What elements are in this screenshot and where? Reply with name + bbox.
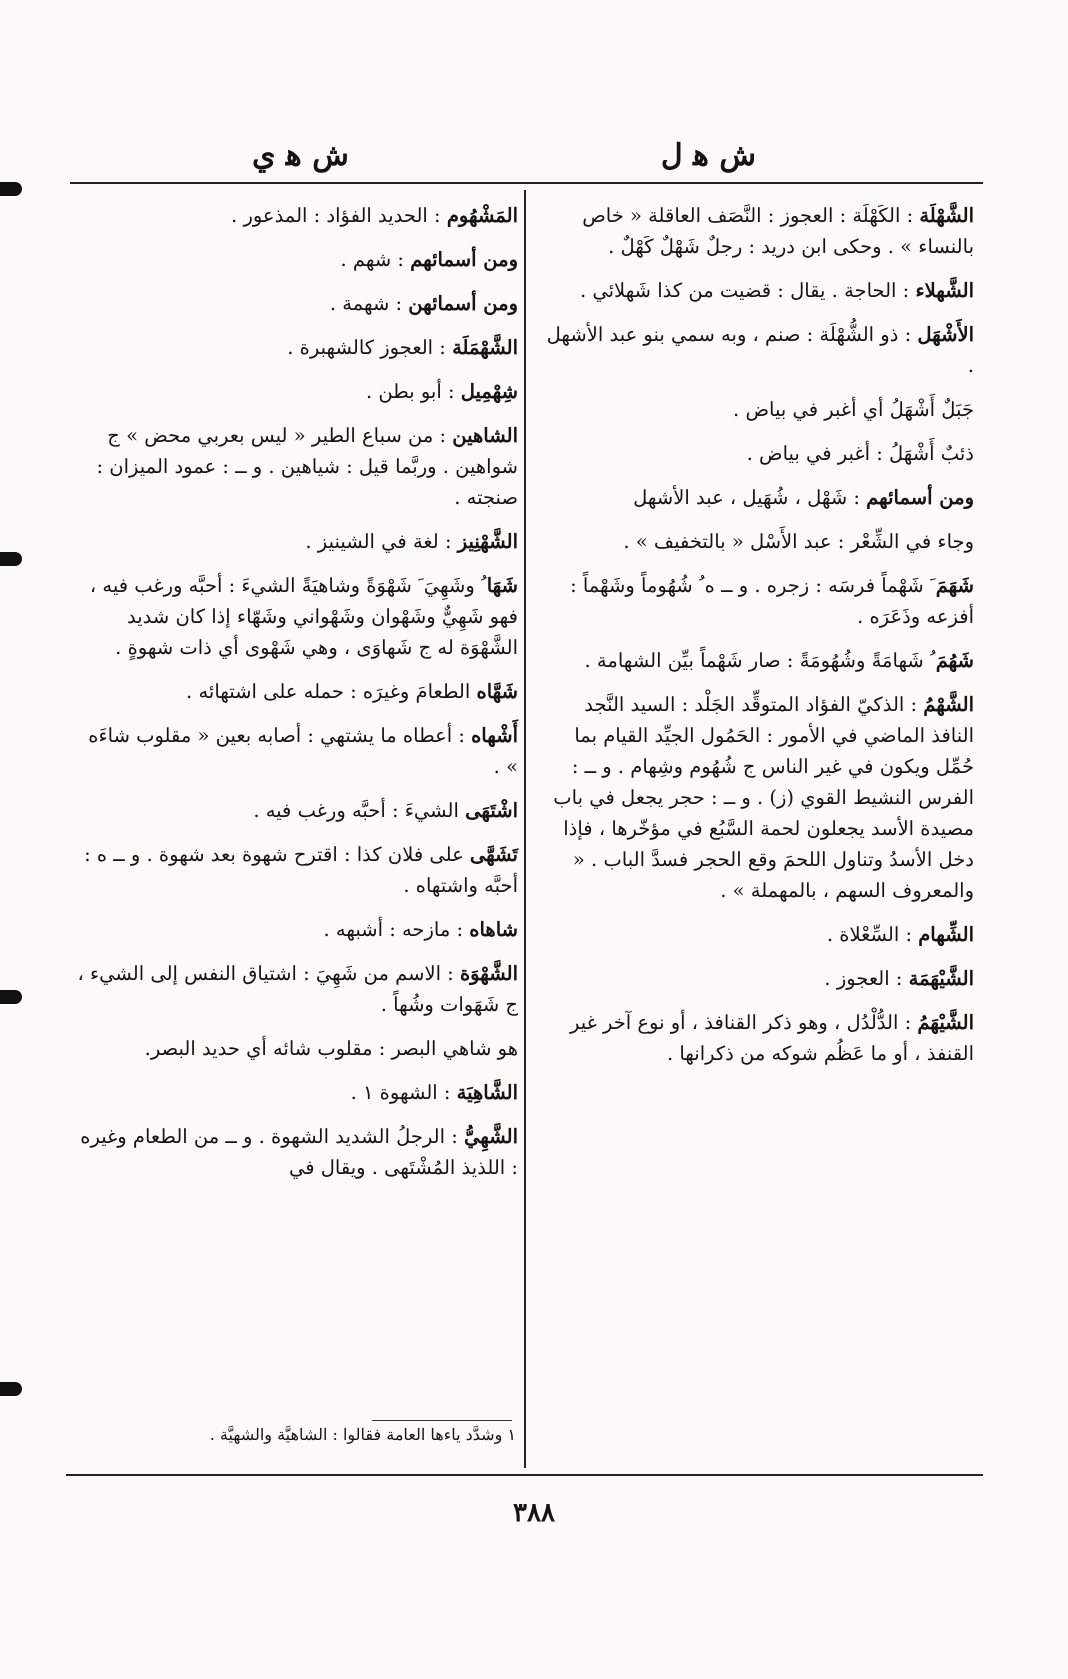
- entry-definition: : الحديد الفؤاد : المذعور .: [231, 204, 447, 227]
- entry-definition: : أعطاه ما يشتهي : أصابه بعين « مقلوب شاءَه » .: [88, 724, 518, 778]
- binding-mark: [0, 990, 22, 1004]
- entry-definition: َ شَهْماً فرسَه : زجره . و ــ ه ُ شُهُوماً وشَهْماً : أفزعه وذَعَرَه .: [570, 574, 974, 628]
- footnote-rule: [372, 1420, 512, 1421]
- entry-definition: : الدُّلْدُل ، وهو ذكر القنافذ ، أو نوع آخر غير القنفذ ، أو ما عَظُم شوكه من ذكرانها .: [569, 1011, 974, 1065]
- entry-definition: : العجوز .: [824, 967, 909, 990]
- dictionary-entry: [536, 570, 974, 632]
- dictionary-entry: [76, 288, 518, 319]
- entry-headword: اشْتَهَى: [465, 799, 518, 822]
- left-column: [76, 200, 518, 1196]
- binding-mark: [0, 182, 22, 196]
- entry-headword: الشَّهْنِيز: [457, 530, 518, 553]
- entry-definition: : شهم .: [340, 248, 411, 271]
- dictionary-entry: [536, 526, 974, 557]
- dictionary-entry: [76, 1121, 518, 1183]
- entry-definition: جَبَلٌ أَشْهَلُ أي أغبر في بياض .: [733, 398, 974, 421]
- entry-definition: ذئبٌ أَشْهَلُ : أغبر في بياض .: [746, 442, 974, 465]
- dictionary-entry: [536, 482, 974, 513]
- entry-definition: : مازحه : أشبهه .: [323, 918, 470, 941]
- dictionary-entry: [536, 275, 974, 306]
- dictionary-entry: [536, 963, 974, 994]
- entry-definition: هو شاهي البصر : مقلوب شائه أي حديد البصر.: [144, 1037, 518, 1060]
- entry-headword: شِهْمِيل: [460, 380, 518, 403]
- entry-definition: وجاء في الشِّعْر : عبد الأَسْل « بالتخفيف » .: [623, 530, 974, 553]
- right-column: [536, 200, 974, 1082]
- binding-mark: [0, 1382, 22, 1396]
- dictionary-entry: [76, 526, 518, 557]
- entry-definition: : العجوز كالشهبرة .: [287, 336, 453, 359]
- entry-definition: ُ وشَهِيَ َ شَهْوَةً وشاهيَةً الشيءَ : أحبَّه ورغب فيه ، فهو شَهِيٌّ وشَهْوان وشَهْواني وشَهّاء إذا كان شديد الشَّهْوَة له ج شَهاوَى ، وهي شَهْوى أي ذات شهوةٍ .: [89, 574, 518, 659]
- entry-headword: ومن أسمائهم: [410, 248, 518, 271]
- footer-rule: [66, 1474, 983, 1476]
- entry-headword: الشَّيْهَمُ: [917, 1011, 974, 1034]
- page-number: ٣٨٨: [513, 1498, 555, 1528]
- entry-headword: الشَّهْمَلَة: [452, 336, 518, 359]
- dictionary-entry: [536, 645, 974, 676]
- header-rule: [70, 182, 983, 184]
- dictionary-entry: [536, 319, 974, 381]
- entry-definition: ُ شَهامَةً وشُهُومَةً : صار شَهْماً بيِّن الشهامة .: [584, 649, 936, 672]
- entry-headword: ومن أسمائهن: [408, 292, 518, 315]
- dictionary-entry: [76, 200, 518, 231]
- dictionary-entry: [76, 420, 518, 513]
- entry-headword: الأَشْهَل: [917, 323, 974, 346]
- dictionary-entry: [536, 689, 974, 906]
- dictionary-entry: [536, 200, 974, 262]
- column-divider: [524, 190, 526, 1468]
- entry-headword: تَشَهَّى: [469, 843, 518, 866]
- entry-definition: : شَهْل ، شُهَيل ، عبد الأشهل: [633, 486, 867, 509]
- dictionary-entry: [536, 1007, 974, 1069]
- entry-headword: المَشْهُوم: [446, 204, 518, 227]
- entry-definition: : الحاجة . يقال : قضيت من كذا شَهلائي .: [579, 279, 916, 302]
- entry-definition: : الذكيّ الفؤاد المتوقِّد الجَلْد : السيد النَّجد النافذ الماضي في الأمور : الحَمُول الجيِّد القيام بما حُمِّل ويكون في غير الناس ج شُهُوم وشِهام . و ــ : الفرس النشيط القوي (ز) . و ــ : حجر يجعل في باب مصيدة الأسد يجعلون لحمة السَّبُع في مؤخّرها ، فإذا دخل الأسدُ وتناول اللحمَ وقع الحجر فسدَّ الباب . « والمعروف السهم ، بالمهملة » .: [553, 693, 974, 902]
- dictionary-entry: [536, 438, 974, 469]
- entry-definition: : السِّعْلاة .: [826, 923, 919, 946]
- entry-definition: : الكَهْلَة : العجوز : النَّصَف العاقلة « خاص بالنساء » . وحكى ابن دريد : رجلٌ شَهْلٌ كَهْلٌ .: [582, 204, 974, 258]
- entry-definition: : أبو بطن .: [365, 380, 461, 403]
- dictionary-entry: [76, 958, 518, 1020]
- entry-definition: : الشهوة ١ .: [350, 1081, 457, 1104]
- entry-headword: الشَّاهِيَة: [456, 1081, 518, 1104]
- dictionary-entry: [76, 795, 518, 826]
- entry-headword: أَشْهاه: [471, 724, 518, 747]
- dictionary-entry: [76, 720, 518, 782]
- entry-headword: الشِّهام: [918, 923, 974, 946]
- entry-definition: : شهمة .: [329, 292, 409, 315]
- dictionary-entry: [76, 570, 518, 663]
- footnote: ١ وشدَّد ياءها العامة فقالوا : الشاهيَّة والشهيَّة .: [209, 1425, 516, 1444]
- entry-definition: على فلان كذا : اقترح شهوة بعد شهوة . و ــ ه : أحبَّه واشتهاه .: [84, 843, 518, 897]
- entry-headword: الشَّهْمُ: [923, 693, 974, 716]
- entry-headword: الشَّهْوَة: [459, 962, 518, 985]
- entry-headword: شَهَّاه: [476, 680, 518, 703]
- entry-headword: شَهَمَ: [935, 574, 974, 597]
- dictionary-entry: [76, 244, 518, 275]
- dictionary-entry: [76, 332, 518, 363]
- dictionary-entry: [76, 376, 518, 407]
- entry-definition: : ذو الشُّهْلَة : صنم ، وبه سمي بنو عبد الأشهل .: [546, 323, 974, 377]
- entry-headword: شَهُمَ: [935, 649, 974, 672]
- dictionary-entry: [76, 676, 518, 707]
- dictionary-entry: [76, 1033, 518, 1064]
- entry-headword: الشَّيْهَمَة: [908, 967, 974, 990]
- dictionary-entry: [76, 839, 518, 901]
- entry-definition: : الرجلُ الشديد الشهوة . و ــ من الطعام وغيره : اللذيذ المُشْتَهى . ويقال في: [80, 1125, 518, 1179]
- entry-headword: الشَّهْلَة: [919, 204, 974, 227]
- entry-headword: شَهَا: [486, 574, 518, 597]
- entry-definition: : لغة في الشينيز .: [305, 530, 458, 553]
- entry-headword: الشَّهِيُّ: [464, 1125, 518, 1148]
- entry-headword: الشَّهلاء: [915, 279, 974, 302]
- entry-headword: شاهاه: [469, 918, 518, 941]
- entry-headword: ومن أسمائهم: [866, 486, 974, 509]
- dictionary-entry: [536, 919, 974, 950]
- entry-definition: : من سباع الطير « ليس بعربي محض » ج شواهين . وربَّما قيل : شياهين . و ــ : عمود الميزان : صنجته .: [96, 424, 518, 509]
- entry-definition: الطعامَ وغيرَه : حمله على اشتهائه .: [186, 680, 477, 703]
- binding-mark: [0, 552, 22, 566]
- dictionary-entry: [76, 1077, 518, 1108]
- entry-headword: الشاهين: [452, 424, 518, 447]
- header-right-root: ش ﻫ ل: [660, 138, 756, 173]
- dictionary-entry: [536, 394, 974, 425]
- entry-definition: : الاسم من شَهِيَ : اشتياق النفس إلى الشيء ، ج شَهَوات وشُهاً .: [77, 962, 518, 1016]
- dictionary-entry: [76, 914, 518, 945]
- header-left-root: ش ﻫ ي: [252, 138, 349, 173]
- entry-definition: الشيءَ : أحبَّه ورغب فيه .: [253, 799, 466, 822]
